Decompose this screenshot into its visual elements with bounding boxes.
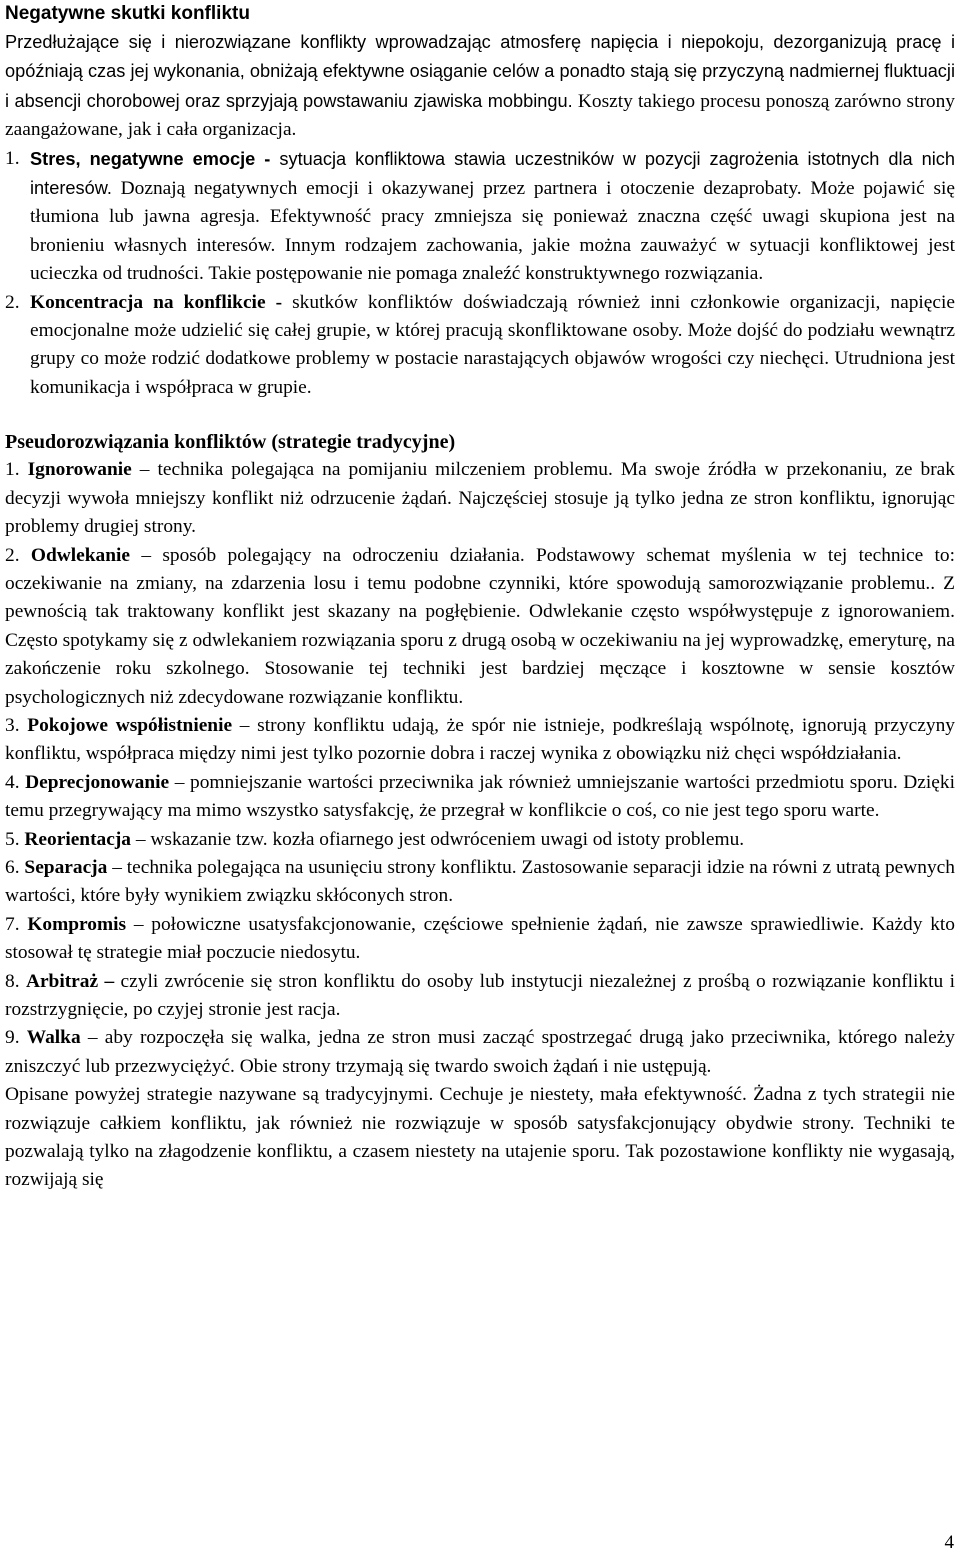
list-item-number: 1. xyxy=(5,459,20,481)
list-item-term: Deprecjonowanie xyxy=(25,771,170,793)
list-item-number: 2. xyxy=(5,291,20,313)
list-item-term: Reorientacja xyxy=(24,828,132,850)
list-item-body: – pomniejszanie wartości przeciwnika jak również umniejszanie wartości przedmiotu sporu. Dzięki temu przegrywający ma mimo wszystko satysfakcję, że przegrał w konflikcie o coś, co nie jest tego sporu warte. xyxy=(5,771,955,822)
list-item-body: czyli zwrócenie się stron konfliktu do osoby lub instytucji niezależnej z prośbą o rozwiązanie konfliktu i rozstrzygnięcie, po czyjej stronie jest racja. xyxy=(5,970,955,1020)
list-item-fight xyxy=(5,1024,955,1081)
paragraph-intro xyxy=(5,28,955,145)
list-item-separation xyxy=(5,854,955,911)
list-item-number: 3. xyxy=(5,714,20,736)
list-item-term: Koncentracja na konflikcie - xyxy=(30,291,283,313)
intro-text-a: Przedłużające się i nierozwiązane konflikty wprowadzając atmosferę napięcia i niepokoju, dezorganizują pracę i opóźniają czas jej wykonania, obniżają efektywne osiąganie celów a ponadto stają się przyczyną nadmiernej fluktuacji i absencji chorobowej oraz sprzyjają powstawaniu zjawiska mobbingu. xyxy=(5,32,955,111)
list-item-number: 7. xyxy=(5,913,20,935)
list-item-term: Separacja xyxy=(24,856,108,878)
list-item-reorientation xyxy=(5,826,955,854)
document-page xyxy=(5,0,955,1195)
paragraph-closing: Opisane powyżej strategie nazywane są tradycyjnymi. Cechuje je niestety, mała efektywność. Żadna z tych strategii nie rozwiązuje całkiem konfliktu, jak również nie rozwiązuje w sposób satysfakcjonujący obydwie strony. Techniki te pozwalają tylko na złagodzenie konfliktu, a czasem niestety na utajenie sporu. Tak pozostawione konflikty nie wygasają, rozwijają się xyxy=(5,1084,955,1191)
list-item-term: Pokojowe współistnienie xyxy=(27,714,233,736)
list-item-number: 5. xyxy=(5,828,20,850)
list-item-depreciation xyxy=(5,769,955,826)
list-item-term: Ignorowanie xyxy=(27,459,132,481)
list-item-number: 9. xyxy=(5,1027,20,1049)
list-item-term: Kompromis xyxy=(27,913,127,935)
intro-text-b: Koszty takiego procesu ponoszą zarówno strony zaangażowane, jak i cała organizacja. xyxy=(5,90,955,141)
list-item-stress xyxy=(5,145,955,289)
list-item-body: – aby rozpoczęła się walka, jedna ze stron musi zacząć spostrzegać drugą jako przeciwnika, którego należy zniszczyć lub przezwyciężyć. Obie strony trzymają się twardo swoich żądań i nie ustępują. xyxy=(5,1027,955,1077)
list-item-body: skutków konfliktów doświadczają również inni członkowie organizacji, napięcie emocjonalne może udzielić się całej grupie, w której pracują skonfliktowane osoby. Może dojść do podziału wewnątrz grupy co może rodzić dodatkowe problemy w postacie narastających objawów wrogości czy niechęci. Utrudniona jest komunikacja i współpraca w grupie. xyxy=(30,291,956,398)
list-item-number: 4. xyxy=(5,771,20,793)
list-item-number: 2. xyxy=(5,544,20,566)
list-item-body: – połowiczne usatysfakcjonowanie, częściowe spełnienie żądań, nie zawsze sprawiedliwie. Każdy kto stosował tę strategie miał poczucie niedosytu. xyxy=(5,913,955,964)
list-item-body-b: Doznają negatywnych emocji i okazywanej przez partnera i otoczenie dezaprobaty. Może pojawić się tłumiona lub jawna agresja. Efektywność pracy zmniejsza się ponieważ znaczna część uwagi skupiona jest na bronieniu własnych interesów. Innym rodzajem zachowania, jakie można zauważyć w sytuacji konfliktowej jest ucieczka od trudności. Takie postępowanie nie pomaga znaleźć konstruktywnego rozwiązania. xyxy=(30,178,955,285)
list-item-number: 8. xyxy=(5,970,20,992)
list-item-number: 6. xyxy=(5,856,20,878)
list-item-compromise xyxy=(5,911,955,968)
list-item-term: Arbitraż – xyxy=(25,970,115,992)
list-item-coexistence xyxy=(5,712,955,769)
list-item-text xyxy=(30,289,955,403)
list-item-term: Walka xyxy=(26,1027,81,1049)
page-number: 4 xyxy=(944,1532,954,1553)
section-spacer xyxy=(5,402,955,428)
list-item-body: – sposób polegający na odroczeniu działania. Podstawowy schemat myślenia w tej technice to: oczekiwanie na zmiany, na zdarzenia losu i temu podobne czynniki, które spowodują samorozwiązanie problemu.. Z pewnością tak traktowany konflikt jest skazany na pogłębienie. Odwlekanie często współwystępuje z ignorowaniem. Często spotykamy się z odwlekaniem rozwiązania sporu z drugą osobą w oczekiwaniu na jej wyprowadzkę, emeryturę, na zakończenie roku szkolnego. Stosowanie tej techniki jest bardziej męczące i kosztowne w sensie kosztów psychologicznych niż zdecydowane rozwiązanie konfliktu. xyxy=(5,544,955,708)
list-item-term: Odwlekanie xyxy=(30,544,130,566)
list-item-concentration xyxy=(5,289,955,403)
list-item-body-a: sytuacja konfliktowa stawia uczestników w pozycji zagrożenia istotnych dla nich interesów. xyxy=(30,148,956,199)
section-title-negative-effects: Negatywne skutki konfliktu xyxy=(5,3,250,24)
list-item-text xyxy=(30,145,955,289)
list-item-term: Stres, negatywne emocje - xyxy=(30,148,271,169)
list-item-arbitration xyxy=(5,968,955,1025)
section-title-pseudo-solutions: Pseudorozwiązania konfliktów (strategie tradycyjne) xyxy=(5,431,456,454)
list-item-ignoring xyxy=(5,456,955,541)
list-item-delaying xyxy=(5,542,955,712)
list-item-body: – strony konfliktu udają, że spór nie istnieje, podkreślają wspólnotę, ignorują przyczyny konfliktu, współpraca między nimi jest tylko pozornie dobra i raczej wynika z obowiązku niż chęci współdziałania. xyxy=(5,714,955,765)
list-item-number: 1. xyxy=(5,147,20,169)
list-item-body: – wskazanie tzw. kozła ofiarnego jest odwróceniem uwagi od istoty problemu. xyxy=(131,828,745,850)
list-item-body: – technika polegająca na usunięciu strony konfliktu. Zastosowanie separacji idzie na równi z utratą pewnych wartości, które były wynikiem związku skłóconych stron. xyxy=(5,856,955,907)
list-item-body: – technika polegająca na pomijaniu milczeniem problemu. Ma swoje źródła w przekonaniu, ze brak decyzji wywoła mniejszy konflikt niż odrzucenie żądań. Najczęściej stosuje ją tylko jedna ze stron konfliktu, ignorując problemy drugiej strony. xyxy=(5,459,955,538)
